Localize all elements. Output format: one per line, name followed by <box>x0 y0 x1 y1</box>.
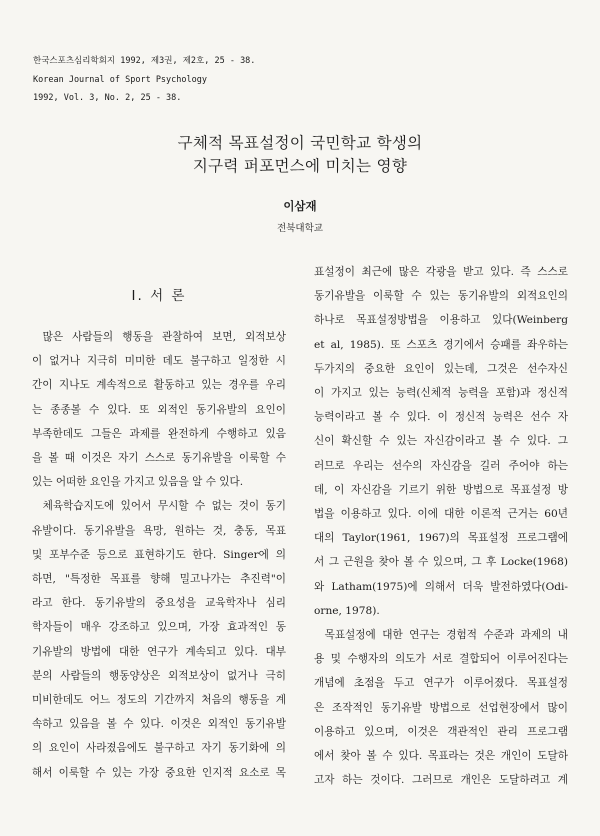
journal-citation-korean: 한국스포츠심리학회지 1992, 제3권, 제2호, 25 - 38. <box>33 56 256 66</box>
body-line: 부족한데도 그들은 과제를 완전하게 수행하고 있음 <box>32 427 286 440</box>
right-column-text <box>314 260 568 792</box>
body-line: 많은 사람들의 행동을 관찰하여 보면, 외적보상 <box>42 331 286 343</box>
body-line: 표설정이 최근에 많은 각광을 받고 있다. 즉 스스로 <box>314 266 568 278</box>
author-name: 이삼재 <box>283 199 317 213</box>
section-heading-introduction: I. 서 론 <box>131 288 187 304</box>
body-line: 속하고 있음을 볼 수 있다. 이것은 외적인 동기유발 <box>32 718 286 731</box>
journal-header <box>33 52 255 108</box>
body-line: 고자 하는 것이다. 그러므로 개인은 도달하려고 계 <box>314 774 568 787</box>
body-line: 서 그 근원을 찾아 볼 수 있으며, 그 후 Locke(1968) <box>314 556 568 569</box>
body-line: 대의 Taylor(1961, 1967)의 목표설정 프로그램에 <box>314 532 568 545</box>
body-line: 학자들이 매우 강조하고 있으며, 가장 효과적인 동 <box>32 621 286 634</box>
body-line: 데, 이 자신감을 기르기 위한 방법으로 목표설정 방 <box>314 483 568 496</box>
body-line: 이용하고 있으며, 이것은 객관적인 관리 프로그램 <box>314 725 568 738</box>
body-line: 있는 어떠한 요인을 가지고 있음을 알 수 있다. <box>32 476 244 489</box>
body-line: 해서 이룩할 수 있는 가장 중요한 인지적 요소로 목 <box>32 766 286 779</box>
body-line: 이 없거나 지극히 미미한 데도 불구하고 일정한 시 <box>32 355 286 368</box>
journal-name-english: Korean Journal of Sport Psychology <box>33 74 207 85</box>
body-line: 기유발의 방법에 대한 연구가 계속되고 있다. 대부 <box>32 645 286 658</box>
body-line: 법을 이용하고 있다. 이에 대한 이론적 근거는 60년 <box>314 508 568 521</box>
body-line: 동기유발을 이룩할 수 있는 동기유발의 외적요인의 <box>314 290 568 303</box>
body-line: 하나로 목표설정방법을 이용하고 있다(Weinberg <box>314 314 568 327</box>
body-line: 이 가지고 있는 능력(신체적 능력을 포함)과 정신적 <box>314 387 568 400</box>
body-line: 은 조작적인 동기유발 방법으로 선업현장에서 많이 <box>314 701 568 714</box>
left-column-text <box>32 325 286 785</box>
body-line: 의 요인이 사라졌음에도 불구하고 자기 동기화에 의 <box>32 742 286 755</box>
body-line: 용 및 수행자의 의도가 서로 결합되어 이루어진다는 <box>314 653 568 666</box>
body-line: 두가지의 중요한 요인이 있는데, 그것은 선수자신 <box>314 362 568 375</box>
journal-citation-english: 1992, Vol. 3, No. 2, 25 - 38. <box>33 93 182 103</box>
body-line: 능력이라고 볼 수 있다. 이 정신적 능력은 선수 자 <box>314 411 568 424</box>
body-line: 및 포부수준 등으로 표현하기도 한다. Singer에 의 <box>32 548 286 561</box>
paper-title-line-1: 구체적 목표설정이 국민학교 학생의 <box>177 134 423 152</box>
body-line: 하면, "특정한 목표를 향해 밀고나가는 추진력"이 <box>32 573 286 586</box>
body-line: 분의 사람들의 행동양상은 외적보상이 없거나 극히 <box>32 669 286 682</box>
body-line: 러므로 우리는 선수의 자신감을 길러 주어야 하는 <box>314 459 568 472</box>
body-line: 는 종종볼 수 있다. 또 외적인 동기유발의 요인이 <box>32 403 286 416</box>
body-line: 목표설정에 대한 연구는 경험적 수준과 과제의 내 <box>324 629 568 642</box>
body-line: 개념에 초점을 두고 연구가 이루어졌다. 목표설정 <box>314 677 568 690</box>
author-affiliation: 전북대학교 <box>277 223 323 234</box>
body-line: orne, 1978). <box>314 604 380 617</box>
body-line: 간이 지나도 계속적으로 활동하고 있는 경우를 우리 <box>32 379 286 392</box>
body-line: 을 볼 때 이것은 자기 스스로 동기유발을 이룩할 수 <box>32 452 286 465</box>
body-line: 유발이다. 동기유발을 욕망, 원하는 것, 충동, 목표 <box>32 524 286 537</box>
paper-title <box>0 132 600 178</box>
body-line: 에서 찾아 볼 수 있다. 목표라는 것은 개인이 도달하 <box>314 750 568 763</box>
body-line: 미비한데도 어느 정도의 기간까지 처음의 행동을 계 <box>32 694 286 707</box>
body-line: et al, 1985). 또 스포츠 경기에서 승패를 좌우하는 <box>314 338 568 351</box>
body-line: 와 Latham(1975)에 의해서 더욱 발전하였다(Odi- <box>314 580 568 593</box>
body-line: 체육학습지도에 있어서 무시할 수 없는 것이 동기 <box>42 500 286 513</box>
body-line: 신이 확신할 수 있는 자신감이라고 볼 수 있다. 그 <box>314 435 568 448</box>
body-line: 라고 한다. 동기유발의 중요성을 교육학자나 심리 <box>32 597 286 610</box>
paper-title-line-2: 지구력 퍼포먼스에 미치는 영향 <box>192 157 408 175</box>
